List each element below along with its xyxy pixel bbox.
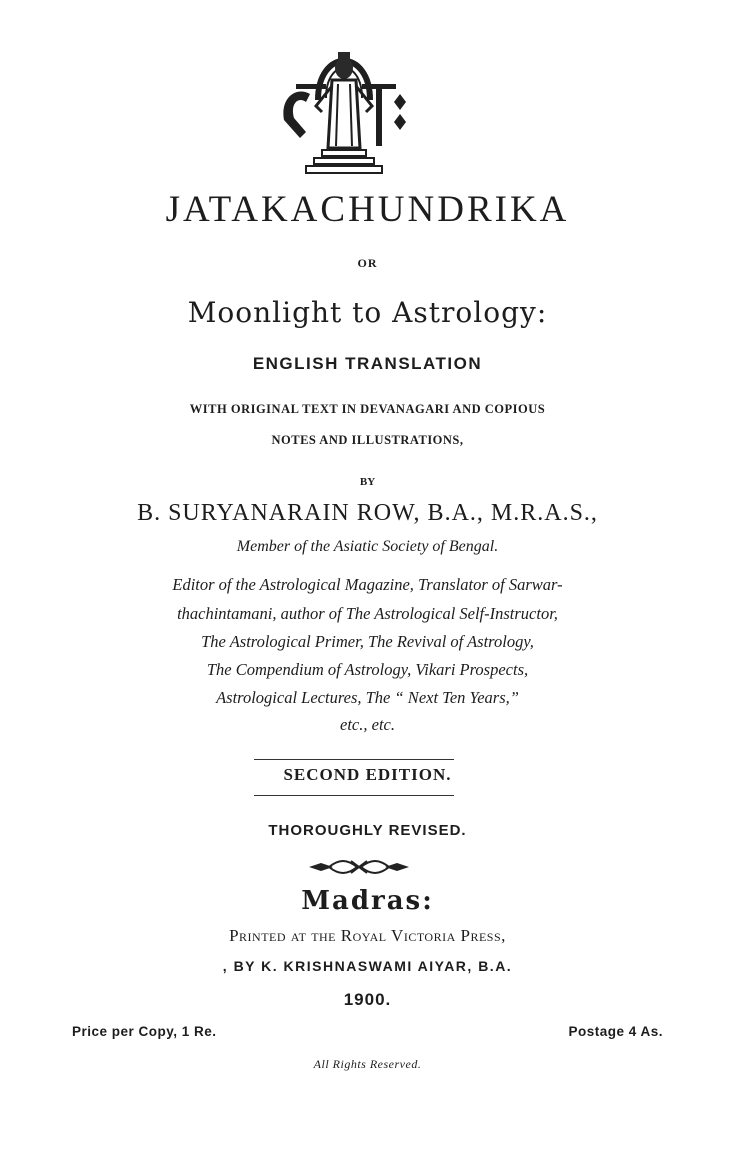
- editor-line: The Compendium of Astrology, Vikari Prospects,: [206, 660, 529, 679]
- deity-emblem-icon: [276, 28, 412, 178]
- author-name: B. SURYANARAIN ROW, B.A., M.R.A.S.,: [137, 500, 598, 526]
- editor-line: etc., etc.: [340, 715, 395, 734]
- original-text-line-1: WITH ORIGINAL TEXT IN DEVANAGARI AND COPIOUS: [189, 402, 546, 416]
- translation-label: ENGLISH TRANSLATION: [252, 354, 483, 373]
- printed-at-line: Printed at the Royal Victoria Press,: [229, 926, 506, 945]
- book-title: JATAKACHUNDRIKA: [165, 189, 570, 230]
- edition-label: SECOND EDITION.: [283, 765, 452, 784]
- book-subtitle: Moonlight to Astrology:: [187, 296, 548, 329]
- publication-year: 1900.: [343, 990, 392, 1009]
- revised-label: THOROUGHLY REVISED.: [268, 822, 467, 839]
- price-label: Price per Copy, 1 Re.: [72, 1024, 217, 1039]
- or-label: OR: [357, 256, 378, 270]
- editor-line: Editor of the Astrological Magazine, Translator of Sarwar-: [172, 575, 563, 594]
- edition-rule-bottom: [254, 795, 454, 796]
- postage-label: Postage 4 As.: [568, 1024, 663, 1039]
- author-membership: Member of the Asiatic Society of Bengal.: [236, 538, 499, 555]
- editor-line: The Astrological Primer, The Revival of Astrology,: [201, 632, 534, 651]
- edition-rule-top: [254, 759, 454, 760]
- ornament-divider-icon: [307, 857, 411, 877]
- original-text-line-2: NOTES AND ILLUSTRATIONS,: [271, 433, 464, 447]
- printer-line: , BY K. KRISHNASWAMI AIYAR, B.A.: [222, 958, 513, 974]
- publication-place: Madras:: [301, 886, 434, 916]
- editor-line: Astrological Lectures, The “ Next Ten Years,”: [216, 688, 519, 707]
- editor-line: thachintamani, author of The Astrological Self-Instructor,: [177, 604, 558, 623]
- rights-notice: All Rights Reserved.: [313, 1057, 422, 1071]
- by-label: BY: [359, 476, 376, 488]
